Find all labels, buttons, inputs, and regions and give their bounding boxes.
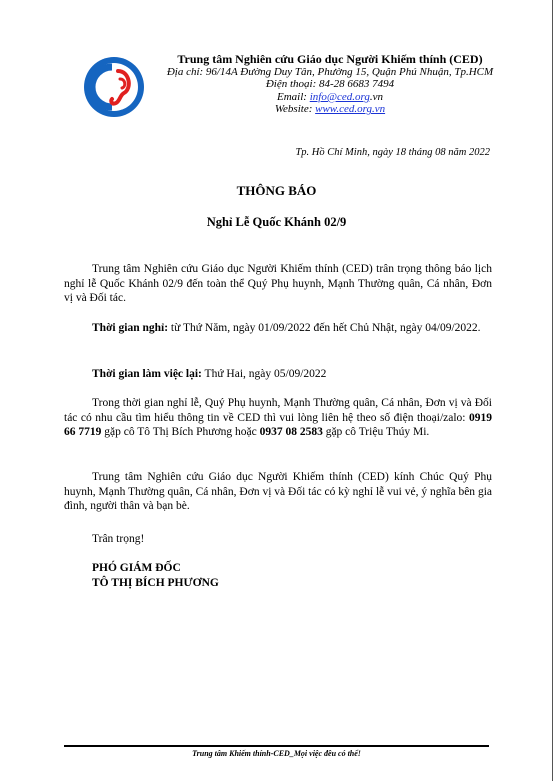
website-link[interactable]: www.ced.org.vn [315,103,386,116]
signature-position: PHÓ GIÁM ĐỐC [92,562,181,574]
holiday-text: từ Thứ Năm, ngày 01/09/2022 đến hết Chủ Nhật, ngày 04/09/2022. [168,322,481,334]
contact-phone-1: 0919 66 7719 [64,411,492,438]
resume-text: Thứ Hai, ngày 05/09/2022 [201,368,327,380]
resume-label: Thời gian làm việc lại: [92,368,202,380]
contact-text-a: Trong thời gian nghỉ lễ, Quý Phụ huynh, Mạnh Thường quân, Cá nhân, Đơn vị và Đối tác có nhu cầu tìm hiểu thông tin về CED thì vui lòng liên hệ theo số điện thoại/zalo: [64,397,492,424]
footer-slogan: Trung tâm Khiếm thính-CED_Mọi việc đều có thể! [192,749,361,758]
footer-divider [64,745,489,747]
org-address: Địa chỉ: 96/14A Đường Duy Tân, Phường 15, Quận Phú Nhuận, Tp.HCM [166,65,494,78]
contact-text-b: gặp cô Tô Thị Bích Phương hoặc [101,426,260,438]
email-link[interactable]: info@ced.org [309,90,370,103]
notice-subtitle: Nghỉ Lễ Quốc Khánh 02/9 [206,215,347,229]
org-website [160,103,500,116]
org-email [160,91,500,104]
notice-title: THÔNG BÁO [236,183,317,198]
org-phone: Điện thoại: 84-28 6683 7494 [265,78,395,91]
date-line: Tp. Hồ Chí Minh, ngày 18 tháng 08 năm 2022 [295,147,490,158]
contact-phone-2: 0937 08 2583 [259,426,323,438]
paragraph-contact [64,396,492,440]
contact-text-c: gặp cô Triệu Thúy Mi. [322,426,430,438]
org-name: Trung tâm Nghiên cứu Giáo dục Người Khiếm thính (CED) [177,52,483,66]
paragraph-holiday [64,321,492,336]
closing: Trân trọng! [92,533,145,545]
email-label: Email: [277,90,310,103]
paragraph-wishes: Trung tâm Nghiên cứu Giáo dục Người Khiếm thính (CED) kính Chúc Quý Phụ huynh, Mạnh Thường quân, Cá nhân, Đơn vị và Đối tác có kỳ nghỉ lễ vui vẻ, ý nghĩa bên gia đình, người thân và bạn bè. [64,471,492,512]
email-tail: .vn [369,90,383,103]
ced-logo [82,55,146,119]
org-header [160,53,500,116]
website-label: Website: [274,103,316,116]
paragraph-intro: Trung tâm Nghiên cứu Giáo dục Người Khiếm thính (CED) trân trọng thông báo lịch nghỉ lễ Quốc Khánh 02/9 đến toàn thể Quý Phụ huynh, Mạnh Thường quân, Cá nhân, Đơn vị và Đối tác. [64,263,492,304]
paragraph-resume [64,367,492,382]
holiday-label: Thời gian nghỉ: [92,322,169,334]
signature-name: TÔ THỊ BÍCH PHƯƠNG [92,577,219,589]
